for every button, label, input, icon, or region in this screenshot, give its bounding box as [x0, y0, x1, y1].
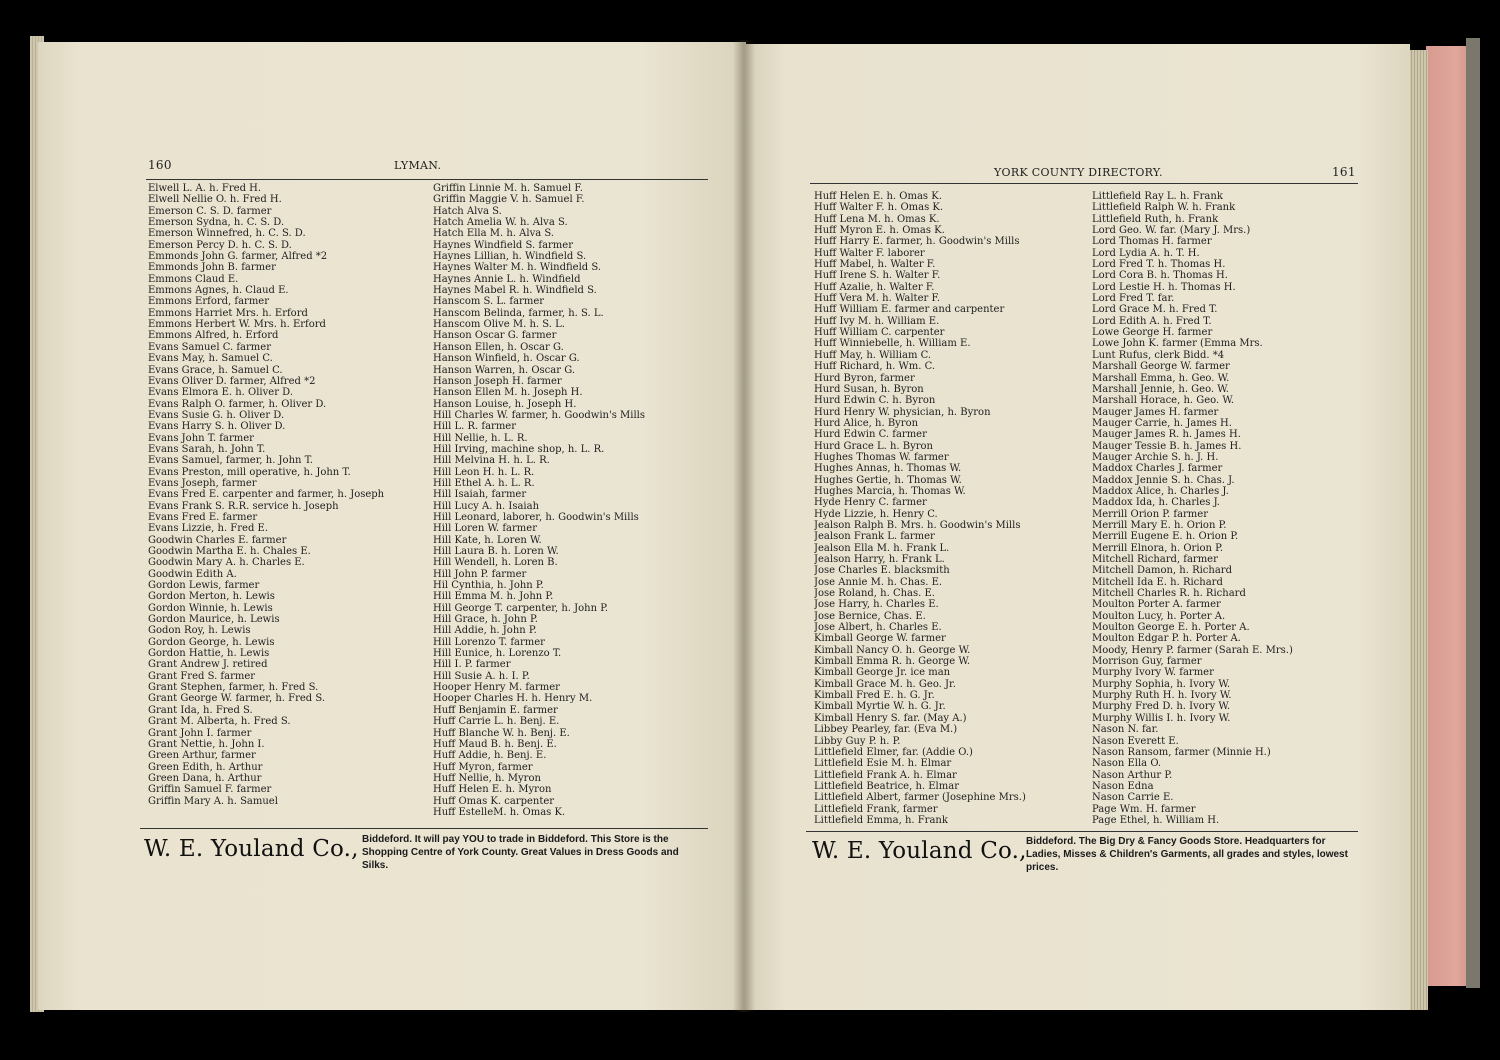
directory-entry: Nason Arthur P.	[1092, 769, 1173, 781]
directory-entry: Evans John T. farmer	[148, 432, 254, 444]
directory-entry: Gordon Winnie, h. Lewis	[148, 602, 273, 614]
directory-entry: Huff Harry E. farmer, h. Goodwin's Mills	[814, 236, 1020, 248]
directory-entry: Littlefield Emma, h. Frank	[814, 814, 948, 826]
directory-entry: Emerson Winnefred, h. C. S. D.	[148, 228, 306, 240]
directory-entry: Hill Wendell, h. Loren B.	[433, 557, 558, 569]
advertiser-name: W. E. Youland Co.,	[144, 836, 359, 862]
directory-entry: Lunt Rufus, clerk Bidd. *4	[1092, 349, 1225, 361]
directory-entry: Griffin Samuel F. farmer	[148, 784, 272, 796]
directory-entry: Emerson C. S. D. farmer	[148, 205, 272, 217]
directory-entry: Hill Leonard, laborer, h. Goodwin's Mills	[433, 511, 639, 523]
directory-entry: Hanson Ellen M. h. Joseph H.	[433, 387, 583, 399]
directory-entry: Jose Charles E. blacksmith	[814, 565, 950, 577]
directory-entry: Emmons Herbert W. Mrs. h. Erford	[148, 319, 326, 331]
directory-entry: Kimball Nancy O. h. George W.	[814, 644, 971, 656]
directory-entry: Hanson Louise, h. Joseph H.	[433, 398, 577, 410]
directory-entry: Hill Lucy A. h. Isaiah	[433, 500, 540, 512]
directory-entry: Mauger James H. farmer	[1092, 406, 1219, 418]
directory-entry: Hanson Joseph H. farmer	[433, 375, 562, 387]
page-header: LYMAN.	[394, 159, 442, 172]
directory-entry: Haynes Mabel R. h. Windfield S.	[433, 285, 597, 297]
directory-entry: Kimball Grace M. h. Geo. Jr.	[814, 678, 956, 690]
directory-entry: Hill Irving, machine shop, h. L. R.	[433, 443, 605, 455]
directory-entry: Hatch Alva S.	[433, 205, 502, 217]
directory-entry: Maddox Ida, h. Charles J.	[1092, 497, 1220, 509]
directory-entry: Huff Winniebelle, h. William E.	[814, 338, 971, 350]
directory-column	[814, 191, 1026, 826]
directory-entry: Hanscom Belinda, farmer, h. S. L.	[433, 307, 604, 319]
directory-entry: Goodwin Charles E. farmer	[148, 534, 287, 546]
directory-entry: Evans Fred E. carpenter and farmer, h. Joseph	[148, 489, 385, 501]
directory-entry: Hill Kate, h. Loren W.	[433, 534, 542, 546]
directory-entry: Haynes Windfield S. farmer	[433, 239, 573, 251]
directory-entry: Hill Laura B. h. Loren W.	[433, 546, 559, 557]
directory-entry: Evans Joseph, farmer	[148, 477, 257, 489]
directory-entry: Hurd Edwin C. farmer	[814, 429, 927, 441]
directory-entry: Huff EstelleM. h. Omas K.	[433, 806, 566, 818]
directory-entry: Emmons Alfred, h. Erford	[148, 330, 279, 342]
directory-entry: Marshall Horace, h. Geo. W.	[1092, 395, 1235, 407]
directory-entry: Littlefield Beatrice, h. Elmar	[814, 780, 959, 792]
directory-entry: Nason Edna	[1092, 780, 1154, 792]
directory-entry: Jose Albert, h. Charles E.	[814, 622, 942, 634]
directory-entry: Nason Ransom, farmer (Minnie H.)	[1092, 746, 1271, 758]
directory-entry: Hatch Ella M. h. Alva S.	[433, 228, 555, 240]
directory-entry: Hurd Grace L. h. Byron	[814, 440, 933, 452]
directory-entry: Huff Omas K. carpenter	[433, 795, 555, 807]
directory-entry: Godon Roy, h. Lewis	[148, 625, 251, 637]
directory-entry: Huff Myron E. h. Omas K.	[814, 225, 945, 237]
directory-entry: Evans Grace, h. Samuel C.	[148, 364, 283, 376]
directory-entry: Hill Nellie, h. L. R.	[433, 432, 528, 444]
directory-entry: Huff Blanche W. h. Benj. E.	[433, 727, 570, 739]
footer-rule	[806, 831, 1358, 832]
directory-entry: Hanson Winfield, h. Oscar G.	[433, 353, 580, 365]
directory-entry: Hyde Lizzie, h. Henry C.	[814, 508, 938, 520]
directory-entry: Marshall Jennie, h. Geo. W.	[1092, 383, 1229, 395]
directory-entry: Mauger James R. h. James H.	[1092, 429, 1241, 441]
directory-entry: Lord Lestie H. h. Thomas H.	[1092, 281, 1236, 293]
directory-entry: Huff May, h. William C.	[814, 349, 932, 361]
directory-entry: Huff William E. farmer and carpenter	[814, 304, 1005, 316]
directory-entry: Haynes Walter M. h. Windfield S.	[433, 262, 602, 274]
book-gutter	[733, 40, 755, 1012]
directory-entry: Hill L. R. farmer	[433, 421, 517, 433]
directory-entry: Griffin Linnie M. h. Samuel F.	[433, 183, 583, 194]
advertisement-text: Biddeford. The Big Dry & Fancy Goods Store. Headquarters for Ladies, Misses & Children's Garments, all grades and styles, lowest prices.	[1026, 836, 1348, 873]
directory-entry: Hughes Annas, h. Thomas W.	[814, 463, 962, 475]
directory-entry: Hill Loren W. farmer	[433, 523, 537, 535]
directory-entry: Emmons Agnes, h. Claud E.	[148, 285, 289, 297]
directory-entry: Kimball Myrtie W. h. G. Jr.	[814, 701, 946, 713]
directory-entry: Moulton Lucy, h. Porter A.	[1092, 610, 1226, 622]
directory-entry: Mitchell Richard, farmer	[1092, 554, 1218, 565]
directory-entry: Hill George T. carpenter, h. John P.	[433, 602, 609, 614]
directory-entry: Littlefield Frank, farmer	[814, 803, 938, 815]
directory-entry: Hill Isaiah, farmer	[433, 489, 527, 501]
directory-entry: Littlefield Ralph W. h. Frank	[1092, 202, 1236, 214]
directory-entry: Grant Stephen, farmer, h. Fred S.	[148, 682, 319, 694]
directory-entry: Kimball Emma R. h. George W.	[814, 656, 971, 668]
directory-entry: Jealson Ralph B. Mrs. h. Goodwin's Mills	[814, 519, 1021, 531]
directory-entry: Griffin Maggie V. h. Samuel F.	[433, 194, 585, 206]
directory-entry: Hil Cynthia, h. John P.	[433, 580, 544, 592]
page-number: 160	[148, 158, 172, 172]
directory-entry: Grant George W. farmer, h. Fred S.	[148, 693, 326, 705]
directory-entry: Hill Leon H. h. L. R.	[433, 466, 535, 478]
directory-entry: Hanscom S. L. farmer	[433, 296, 545, 308]
directory-entry: Huff Richard, h. Wm. C.	[814, 361, 936, 373]
directory-entry: Jose Harry, h. Charles E.	[814, 599, 939, 611]
directory-entry: Huff Helen E. h. Omas K.	[814, 191, 942, 202]
directory-entry: Morrison Guy, farmer	[1092, 656, 1202, 668]
directory-entry: Maddox Charles J. farmer	[1092, 463, 1223, 475]
directory-entry: Jealson Frank L. farmer	[814, 531, 935, 543]
directory-entry: Mauger Carrie, h. James H.	[1092, 417, 1232, 429]
directory-entry: Littlefield Frank A. h. Elmar	[814, 769, 957, 781]
directory-entry: Merrill Mary E. h. Orion P.	[1092, 519, 1227, 531]
directory-entry: Jose Annie M. h. Chas. E.	[814, 576, 943, 588]
directory-entry: Jose Bernice, Chas. E.	[814, 610, 926, 622]
directory-entry: Hughes Thomas W. farmer	[814, 451, 949, 463]
directory-entry: Evans Preston, mill operative, h. John T.	[148, 466, 351, 478]
directory-entry: Hooper Henry M. farmer	[433, 682, 560, 694]
directory-entry: Hanscom Olive M. h. S. L.	[433, 319, 565, 331]
directory-entry: Merrill Orion P. farmer	[1092, 508, 1208, 520]
directory-entry: Emmons Harriet Mrs. h. Erford	[148, 307, 308, 319]
directory-entry: Hill Emma M. h. John P.	[433, 591, 554, 603]
directory-entry: Lord Fred T. far.	[1092, 293, 1175, 305]
directory-entry: Lord Cora B. h. Thomas H.	[1092, 270, 1228, 282]
directory-entry: Jealson Ella M. h. Frank L.	[814, 542, 950, 554]
directory-entry: Haynes Lillian, h. Windfield S.	[433, 251, 587, 263]
left-page	[38, 42, 746, 1010]
directory-entry: Hurd Henry W. physician, h. Byron	[814, 406, 991, 418]
directory-entry: Libbey Pearley, far. (Eva M.)	[814, 724, 958, 736]
directory-entry: Elwell L. A. h. Fred H.	[148, 183, 262, 194]
directory-entry: Gordon Merton, h. Lewis	[148, 591, 275, 603]
directory-entry: Emmons Claud E.	[148, 273, 239, 285]
directory-entry: Hurd Byron, farmer	[814, 372, 915, 384]
directory-entry: Lord Fred T. h. Thomas H.	[1092, 259, 1226, 271]
directory-entry: Huff Lena M. h. Omas K.	[814, 213, 940, 225]
directory-entry: Green Arthur, farmer	[148, 750, 256, 762]
directory-entry: Moulton Porter A. farmer	[1092, 599, 1221, 611]
directory-entry: Huff Ivy M. h. William E.	[814, 315, 940, 327]
directory-entry: Hurd Edwin C. h. Byron	[814, 395, 936, 407]
directory-entry: Huff Helen E. h. Myron	[433, 784, 552, 796]
directory-entry: Evans Lizzie, h. Fred E.	[148, 523, 269, 535]
directory-entry: Griffin Mary A. h. Samuel	[148, 795, 278, 807]
directory-entry: Huff Myron, farmer	[433, 761, 533, 773]
directory-entry: Murphy Fred D. h. Ivory W.	[1092, 701, 1231, 713]
directory-entry: Nason Ella O.	[1092, 758, 1162, 770]
directory-entry: Huff Irene S. h. Walter F.	[814, 270, 941, 282]
directory-entry: Evans Ralph O. farmer, h. Oliver D.	[148, 398, 327, 410]
header-rule	[810, 183, 1358, 184]
directory-entry: Emmonds John B. farmer	[148, 262, 276, 274]
directory-entry: Mitchell Charles R. h. Richard	[1092, 588, 1246, 600]
directory-entry: Mauger Archie S. h. J. H.	[1092, 451, 1219, 463]
directory-entry: Littlefield Elmer, far. (Addie O.)	[814, 746, 973, 758]
directory-entry: Nason Carrie E.	[1092, 792, 1174, 804]
directory-entry: Hill Melvina H. h. L. R.	[433, 455, 550, 467]
directory-entry: Huff Nellie, h. Myron	[433, 772, 541, 784]
directory-entry: Grant John I. farmer	[148, 727, 252, 739]
directory-column	[148, 183, 384, 807]
directory-entry: Hill Lorenzo T. farmer	[433, 636, 545, 648]
directory-entry: Gordon Hattie, h. Lewis	[148, 648, 270, 660]
directory-entry: Marshall Emma, h. Geo. W.	[1092, 372, 1230, 384]
page-number: 161	[1332, 165, 1356, 179]
directory-entry: Evans Elmora E. h. Oliver D.	[148, 387, 293, 399]
directory-entry: Evans Frank S. R.R. service h. Joseph	[148, 500, 339, 512]
directory-entry: Hanson Ellen, h. Oscar G.	[433, 341, 564, 353]
directory-entry: Evans Samuel, farmer, h. John T.	[148, 455, 314, 467]
directory-entry: Grant Ida, h. Fred S.	[148, 704, 253, 716]
advertisement-text: Biddeford. It will pay YOU to trade in Biddeford. This Store is the Shopping Centre of York County. Great Values in Dress Goods and Silks.	[362, 834, 679, 871]
directory-entry: Huff Walter F. h. Omas K.	[814, 202, 944, 214]
directory-entry: Moulton Edgar P. h. Porter A.	[1092, 633, 1241, 645]
directory-entry: Gordon George, h. Lewis	[148, 636, 275, 648]
directory-entry: Evans Oliver D. farmer, Alfred *2	[148, 375, 316, 387]
directory-entry: Huff Walter F. laborer	[814, 247, 925, 259]
directory-entry: Huff Maud B. h. Benj. E.	[433, 738, 557, 750]
directory-entry: Huff Azalie, h. Walter F.	[814, 281, 935, 293]
directory-entry: Emmons Erford, farmer	[148, 296, 270, 308]
directory-entry: Lord Grace M. h. Fred T.	[1092, 304, 1218, 316]
directory-entry: Hurd Alice, h. Byron	[814, 417, 919, 429]
directory-entry: Grant Andrew J. retired	[148, 659, 268, 671]
directory-entry: Murphy Ivory W. farmer	[1092, 667, 1214, 679]
directory-entry: Mauger Tessie B. h. James H.	[1092, 440, 1242, 452]
directory-entry: Emerson Percy D. h. C. S. D.	[148, 239, 292, 251]
directory-entry: Hanson Warren, h. Oscar G.	[433, 364, 576, 376]
directory-entry: Hill Eunice, h. Lorenzo T.	[433, 648, 562, 660]
directory-entry: Green Dana, h. Arthur	[148, 772, 262, 784]
directory-entry: Hill Susie A. h. I. P.	[433, 670, 530, 682]
directory-entry: Elwell Nellie O. h. Fred H.	[148, 194, 282, 206]
directory-entry: Hyde Henry C. farmer	[814, 497, 927, 509]
directory-entry: Littlefield Esie M. h. Elmar	[814, 758, 952, 770]
directory-entry: Huff William C. carpenter	[814, 327, 945, 339]
advertiser-name: W. E. Youland Co.,	[812, 838, 1027, 864]
directory-entry: Hill Charles W. farmer, h. Goodwin's Mills	[433, 409, 645, 421]
directory-entry: Grant Fred S. farmer	[148, 670, 256, 682]
directory-entry: Lowe John K. farmer (Emma Mrs.	[1092, 338, 1263, 350]
directory-entry: Evans May, h. Samuel C.	[148, 353, 273, 365]
directory-entry: Hughes Marcia, h. Thomas W.	[814, 485, 966, 497]
directory-column	[433, 183, 645, 818]
directory-entry: Evans Sarah, h. John T.	[148, 443, 266, 455]
directory-entry: Nason Everett E.	[1092, 735, 1179, 747]
directory-entry: Murphy Willis I. h. Ivory W.	[1092, 712, 1231, 724]
directory-entry: Page Ethel, h. William H.	[1092, 814, 1220, 826]
directory-entry: Moody, Henry P. farmer (Sarah E. Mrs.)	[1092, 644, 1293, 656]
directory-entry: Littlefield Ray L. h. Frank	[1092, 191, 1223, 202]
directory-entry: Mitchell Damon, h. Richard	[1092, 565, 1232, 577]
directory-entry: Merrill Eugene E. h. Orion P.	[1092, 531, 1239, 543]
directory-entry: Lord Thomas H. farmer	[1092, 236, 1212, 248]
directory-entry: Hatch Amelia W. h. Alva S.	[433, 217, 568, 229]
directory-entry: Nason N. far.	[1092, 724, 1159, 736]
directory-entry: Evans Fred E. farmer	[148, 511, 258, 523]
header-rule	[146, 179, 708, 180]
directory-entry: Grant M. Alberta, h. Fred S.	[148, 716, 291, 728]
directory-entry: Huff Benjamin E. farmer	[433, 704, 558, 716]
directory-entry: Murphy Ruth H. h. Ivory W.	[1092, 690, 1232, 702]
directory-entry: Hill I. P. farmer	[433, 659, 511, 671]
directory-entry: Evans Susie G. h. Oliver D.	[148, 409, 285, 421]
directory-entry: Gordon Maurice, h. Lewis	[148, 614, 280, 626]
directory-entry: Hurd Susan, h. Byron	[814, 383, 924, 395]
directory-entry: Hill Grace, h. John P.	[433, 614, 538, 626]
directory-entry: Murphy Sophia, h. Ivory W.	[1092, 678, 1231, 690]
directory-entry: Littlefield Ruth, h. Frank	[1092, 213, 1219, 225]
right-page	[746, 44, 1410, 1010]
directory-entry: Huff Vera M. h. Walter F.	[814, 293, 941, 305]
directory-entry: Libby Guy P. h. P.	[814, 735, 901, 747]
directory-entry: Page Wm. H. farmer	[1092, 803, 1196, 815]
directory-entry: Marshall George W. farmer	[1092, 361, 1230, 373]
directory-entry: Kimball Fred E. h. G. Jr.	[814, 690, 935, 702]
directory-entry: Maddox Alice, h. Charles J.	[1092, 485, 1229, 497]
directory-entry: Moulton George E. h. Porter A.	[1092, 622, 1250, 634]
directory-entry: Huff Carrie L. h. Benj. E.	[433, 716, 560, 728]
directory-column	[1092, 191, 1293, 826]
directory-entry: Goodwin Mary A. h. Charles E.	[148, 557, 305, 569]
directory-entry: Gordon Lewis, farmer	[148, 580, 260, 592]
directory-entry: Hill Ethel A. h. L. R.	[433, 477, 535, 489]
directory-entry: Haynes Annie L. h. Windfield	[433, 273, 581, 285]
directory-entry: Jose Roland, h. Chas. E.	[814, 588, 935, 600]
directory-entry: Huff Mabel, h. Walter F.	[814, 259, 936, 271]
directory-entry: Lord Edith A. h. Fred T.	[1092, 315, 1212, 327]
footer-rule	[140, 828, 708, 829]
directory-entry: Huff Addie, h. Benj. E.	[433, 750, 547, 762]
directory-entry: Hill Addie, h. John P.	[433, 625, 537, 637]
directory-entry: Evans Samuel C. farmer	[148, 341, 271, 353]
directory-entry: Goodwin Edith A.	[148, 568, 237, 580]
directory-entry: Mitchell Ida E. h. Richard	[1092, 576, 1223, 588]
directory-entry: Jealson Harry, h. Frank L.	[814, 554, 945, 565]
directory-entry: Green Edith, h. Arthur	[148, 761, 263, 773]
directory-entry: Hill John P. farmer	[433, 568, 527, 580]
directory-entry: Emerson Sydna, h. C. S. D.	[148, 217, 285, 229]
directory-entry: Evans Harry S. h. Oliver D.	[148, 421, 286, 433]
directory-entry: Maddox Jennie S. h. Chas. J.	[1092, 474, 1235, 486]
directory-entry: Lowe George H. farmer	[1092, 327, 1213, 339]
directory-entry: Kimball George W. farmer	[814, 633, 946, 645]
directory-entry: Merrill Elnora, h. Orion P.	[1092, 542, 1224, 554]
directory-entry: Hooper Charles H. h. Henry M.	[433, 693, 593, 705]
directory-entry: Littlefield Albert, farmer (Josephine Mrs.)	[814, 792, 1026, 804]
directory-entry: Hughes Gertie, h. Thomas W.	[814, 474, 962, 486]
directory-entry: Lord Geo. W. far. (Mary J. Mrs.)	[1092, 225, 1251, 237]
directory-entry: Lord Lydia A. h. T. H.	[1092, 247, 1200, 259]
book-spine-strip	[1466, 38, 1480, 988]
directory-entry: Hanson Oscar G. farmer	[433, 330, 557, 342]
page-header: YORK COUNTY DIRECTORY.	[994, 166, 1163, 179]
directory-entry: Emmonds John G. farmer, Alfred *2	[148, 251, 328, 263]
directory-entry: Kimball Henry S. far. (May A.)	[814, 712, 967, 724]
directory-entry: Kimball George Jr. ice man	[814, 667, 951, 679]
directory-entry: Grant Nettie, h. John I.	[148, 738, 265, 750]
directory-entry: Goodwin Martha E. h. Chales E.	[148, 546, 311, 557]
